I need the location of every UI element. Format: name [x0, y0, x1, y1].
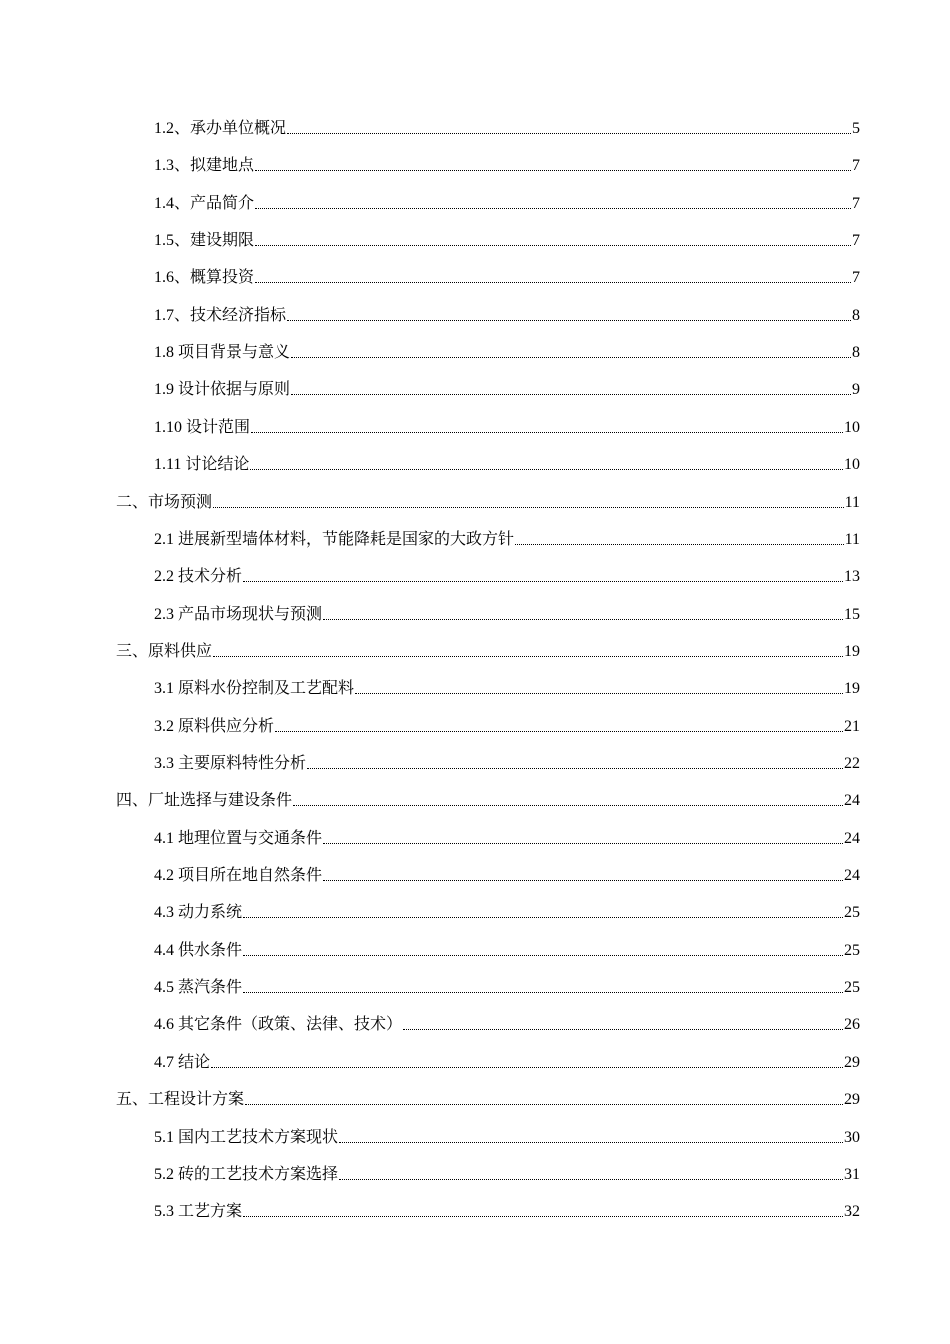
toc-entry-page-number: 9 — [852, 381, 860, 399]
toc-entry-page-number: 24 — [844, 829, 860, 847]
toc-section-entry[interactable] — [154, 227, 860, 251]
toc-entry-page-number: 25 — [844, 979, 860, 997]
toc-entry-title: 4.6 其它条件（政策、法律、技术） — [154, 1016, 403, 1034]
toc-entry-title: 1.6、概算投资 — [154, 269, 255, 287]
toc-dot-leader — [255, 207, 851, 209]
toc-entry-title: 三、原料供应 — [116, 642, 213, 660]
toc-section-entry[interactable] — [154, 899, 860, 923]
toc-entry-page-number: 22 — [844, 755, 860, 772]
toc-entry-title: 1.11 讨论结论 — [154, 456, 250, 474]
toc-dot-leader — [243, 991, 843, 993]
toc-chapter-entry[interactable] — [116, 1086, 860, 1110]
toc-dot-leader — [243, 1215, 843, 1217]
toc-entry-page-number: 7 — [852, 157, 860, 175]
toc-entry-title: 1.9 设计依据与原则 — [154, 381, 291, 399]
toc-entry-title: 四、厂址选择与建设条件 — [116, 792, 293, 810]
toc-section-entry[interactable] — [154, 825, 860, 849]
toc-dot-leader — [287, 132, 851, 134]
toc-entry-title: 1.8 项目背景与意义 — [154, 344, 291, 362]
toc-chapter-entry[interactable] — [116, 638, 860, 662]
toc-section-entry[interactable] — [154, 1198, 860, 1222]
toc-entry-page-number: 31 — [844, 1165, 860, 1183]
toc-dot-leader — [255, 169, 851, 171]
toc-section-entry[interactable] — [154, 152, 860, 176]
toc-entry-title: 4.1 地理位置与交通条件 — [154, 829, 323, 847]
toc-dot-leader — [323, 618, 843, 620]
toc-section-entry[interactable] — [154, 451, 860, 475]
toc-dot-leader — [250, 468, 843, 470]
toc-dot-leader — [255, 244, 851, 246]
toc-dot-leader — [213, 655, 843, 657]
toc-dot-leader — [355, 692, 843, 694]
toc-dot-leader — [255, 281, 851, 283]
toc-section-entry[interactable] — [154, 1124, 860, 1148]
toc-entry-page-number: 25 — [844, 904, 860, 922]
toc-entry-page-number: 26 — [844, 1016, 860, 1034]
toc-section-entry[interactable] — [154, 750, 860, 774]
toc-entry-title: 五、工程设计方案 — [116, 1091, 245, 1109]
toc-entry-title: 5.3 工艺方案 — [154, 1203, 243, 1221]
toc-section-entry[interactable] — [154, 937, 860, 961]
toc-entry-page-number: 19 — [844, 642, 860, 660]
toc-dot-leader — [245, 1103, 843, 1105]
toc-dot-leader — [403, 1028, 843, 1030]
toc-dot-leader — [323, 879, 843, 881]
toc-entry-title: 5.2 砖的工艺技术方案选择 — [154, 1165, 339, 1183]
toc-section-entry[interactable] — [154, 1011, 860, 1035]
toc-entry-title: 4.5 蒸汽条件 — [154, 979, 243, 997]
toc-entry-title: 1.3、拟建地点 — [154, 157, 255, 175]
toc-entry-page-number: 7 — [852, 232, 860, 250]
toc-section-entry[interactable] — [154, 713, 860, 737]
toc-section-entry[interactable] — [154, 190, 860, 214]
toc-section-entry[interactable] — [154, 376, 860, 400]
toc-section-entry[interactable] — [154, 264, 860, 288]
toc-entry-page-number: 19 — [844, 680, 860, 698]
toc-entry-title: 2.1 进展新型墙体材料，节能降耗是国家的大政方针 — [154, 530, 515, 548]
toc-entry-title: 3.1 原料水份控制及工艺配料 — [154, 680, 355, 698]
toc-dot-leader — [213, 506, 844, 508]
toc-entry-title: 1.10 设计范围 — [154, 418, 251, 436]
toc-entry-page-number: 11 — [844, 493, 860, 511]
toc-entry-title: 1.5、建设期限 — [154, 232, 255, 250]
toc-section-entry[interactable] — [154, 563, 860, 587]
toc-entry-page-number: 29 — [844, 1053, 860, 1071]
toc-dot-leader — [291, 393, 851, 395]
toc-entry-page-number: 15 — [844, 605, 860, 623]
toc-entry-page-number: 8 — [852, 306, 860, 324]
toc-entry-title: 3.2 原料供应分析 — [154, 717, 275, 735]
toc-dot-leader — [287, 319, 851, 321]
toc-section-entry[interactable] — [154, 1049, 860, 1073]
toc-entry-title: 1.2、承办单位概况 — [154, 120, 287, 137]
toc-entry-page-number: 10 — [844, 456, 860, 474]
toc-section-entry[interactable] — [154, 115, 860, 139]
toc-entry-title: 2.2 技术分析 — [154, 568, 243, 586]
toc-entry-page-number: 25 — [844, 941, 860, 959]
toc-entry-page-number: 7 — [852, 269, 860, 287]
toc-entry-page-number: 5 — [852, 120, 860, 137]
toc-section-entry[interactable] — [154, 339, 860, 363]
toc-entry-page-number: 7 — [852, 194, 860, 212]
toc-entry-page-number: 8 — [852, 344, 860, 362]
toc-entry-title: 2.3 产品市场现状与预测 — [154, 605, 323, 623]
toc-dot-leader — [339, 1178, 843, 1180]
toc-dot-leader — [339, 1141, 843, 1143]
toc-dot-leader — [293, 804, 843, 806]
toc-entry-page-number: 29 — [844, 1091, 860, 1109]
toc-section-entry[interactable] — [154, 675, 860, 699]
toc-entry-title: 1.4、产品简介 — [154, 194, 255, 212]
toc-section-entry[interactable] — [154, 601, 860, 625]
toc-chapter-entry[interactable] — [116, 489, 860, 513]
toc-entry-title: 3.3 主要原料特性分析 — [154, 755, 307, 772]
toc-entry-title: 4.2 项目所在地自然条件 — [154, 867, 323, 884]
toc-section-entry[interactable] — [154, 526, 860, 550]
toc-entry-title: 4.7 结论 — [154, 1053, 211, 1071]
toc-dot-leader — [307, 767, 843, 769]
toc-section-entry[interactable] — [154, 1161, 860, 1185]
toc-dot-leader — [211, 1066, 843, 1068]
toc-entry-page-number: 13 — [844, 568, 860, 586]
toc-dot-leader — [291, 356, 851, 358]
toc-entry-title: 二、市场预测 — [116, 493, 213, 511]
toc-entry-page-number: 32 — [844, 1203, 860, 1221]
toc-dot-leader — [275, 730, 843, 732]
toc-entry-title: 5.1 国内工艺技术方案现状 — [154, 1128, 339, 1146]
toc-section-entry[interactable] — [154, 302, 860, 326]
toc-dot-leader — [323, 842, 843, 844]
toc-entry-page-number: 24 — [844, 792, 860, 810]
toc-entry-title: 1.7、技术经济指标 — [154, 306, 287, 324]
toc-entry-page-number: 21 — [844, 717, 860, 735]
toc-entry-title: 4.3 动力系统 — [154, 904, 243, 922]
toc-entry-page-number: 24 — [844, 867, 860, 884]
toc-entry-title: 4.4 供水条件 — [154, 941, 243, 959]
toc-dot-leader — [243, 916, 843, 918]
toc-entry-page-number: 30 — [844, 1128, 860, 1146]
toc-entry-page-number: 11 — [844, 530, 860, 548]
toc-dot-leader — [243, 580, 843, 582]
toc-entry-page-number: 10 — [844, 418, 860, 436]
toc-dot-leader — [515, 543, 844, 545]
toc-section-entry[interactable] — [154, 862, 860, 886]
toc-dot-leader — [251, 431, 843, 433]
toc-section-entry[interactable] — [154, 414, 860, 438]
toc-chapter-entry[interactable] — [116, 787, 860, 811]
toc-section-entry[interactable] — [154, 974, 860, 998]
toc-dot-leader — [243, 954, 843, 956]
